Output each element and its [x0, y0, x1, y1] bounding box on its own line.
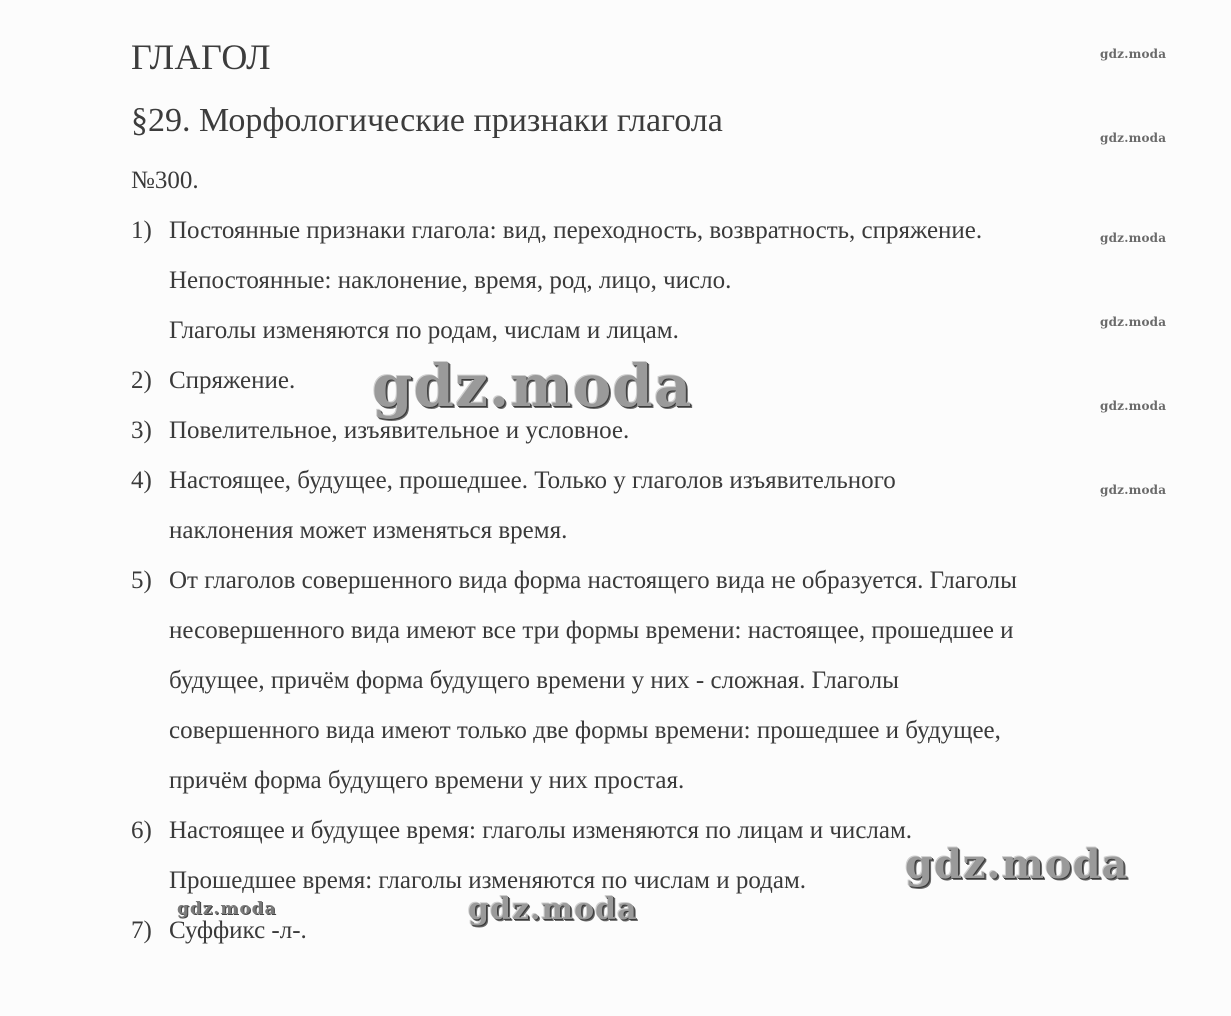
watermark-small: gdz.moda	[1100, 315, 1167, 329]
answer-line: Глаголы изменяются по родам, числам и лицам.	[169, 317, 679, 344]
watermark-small: gdz.moda	[1100, 231, 1167, 245]
answer-line: Прошедшее время: глаголы изменяются по числам и родам.	[169, 867, 807, 894]
chapter-heading: ГЛАГОЛ	[131, 37, 272, 77]
task-number: №300.	[131, 167, 199, 194]
answer-line: Спряжение.	[169, 367, 296, 394]
answer-line: Настоящее, будущее, прошедшее. Только у глаголов изъявительного	[169, 467, 896, 494]
watermark-small: gdz.moda	[1100, 399, 1167, 413]
answer-line: Суффикс -л-.	[169, 917, 307, 944]
watermark-mid: gdz.moda	[468, 892, 638, 927]
answer-line: Повелительное, изъявительное и условное.	[169, 417, 630, 444]
answer-line: Непостоянные: наклонение, время, род, лицо, число.	[169, 267, 732, 294]
answer-line: будущее, причём форма будущего времени у них - сложная. Глаголы	[169, 667, 899, 694]
answer-line: Настоящее и будущее время: глаголы изменяются по лицам и числам.	[169, 817, 913, 844]
watermark-small: gdz.moda	[1100, 483, 1167, 497]
section-heading: §29. Морфологические признаки глагола	[131, 102, 723, 139]
item-number: 5)	[131, 567, 152, 594]
watermark-small: gdz.moda	[1100, 47, 1167, 61]
item-number: 7)	[131, 917, 152, 944]
answer-line: причём форма будущего времени у них простая.	[169, 767, 685, 794]
answer-line: совершенного вида имеют только две формы времени: прошедшее и будущее,	[169, 717, 1001, 744]
watermark-small: gdz.moda	[1100, 131, 1167, 145]
answer-line: наклонения может изменяться время.	[169, 517, 568, 544]
watermark-large: gdz.moda	[372, 352, 693, 420]
item-number: 3)	[131, 417, 152, 444]
item-number: 6)	[131, 817, 152, 844]
item-number: 1)	[131, 217, 152, 244]
item-number: 2)	[131, 367, 152, 394]
answer-line: Постоянные признаки глагола: вид, переходность, возвратность, спряжение.	[169, 217, 983, 244]
item-number: 4)	[131, 467, 152, 494]
watermark-medium: gdz.moda	[905, 841, 1129, 888]
watermark-tiny: gdz.moda	[177, 899, 277, 919]
answer-line: От глаголов совершенного вида форма настоящего вида не образуется. Глаголы	[169, 567, 1017, 594]
answer-line: несовершенного вида имеют все три формы времени: настоящее, прошедшее и	[169, 617, 1014, 644]
